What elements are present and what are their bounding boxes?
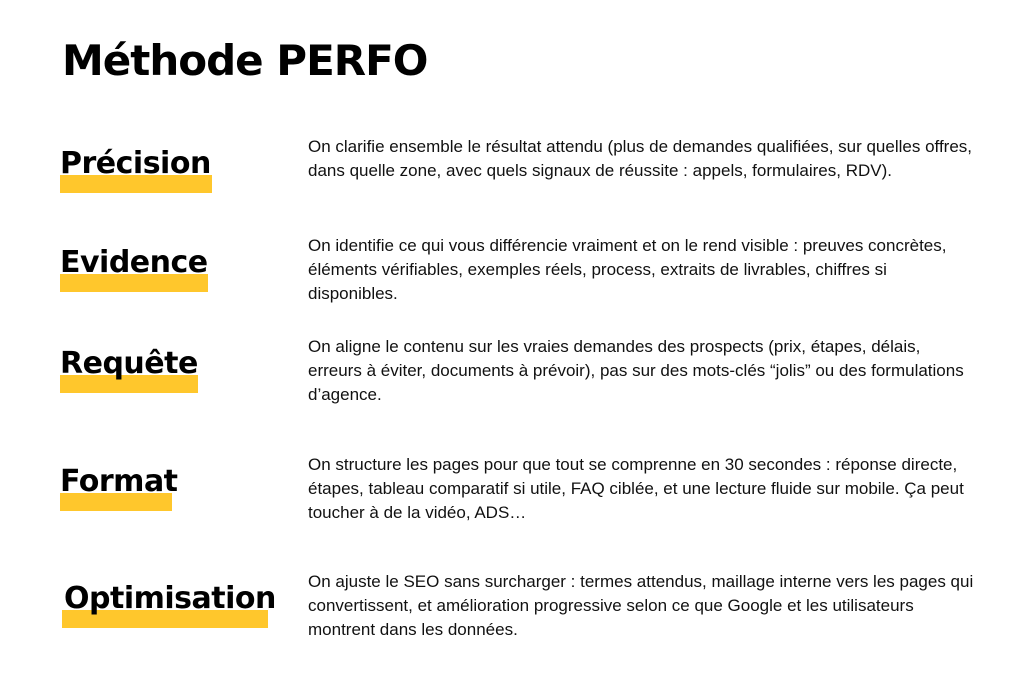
item-label: Format — [60, 464, 178, 499]
item-label-wrap — [60, 464, 178, 499]
page-title: Méthode PERFO — [62, 36, 428, 85]
item-description: On ajuste le SEO sans surcharger : termes attendus, maillage interne vers les pages qui convertissent, et amélioration progressive selon ce que Google et les utilisateurs montrent dans les données. — [308, 572, 974, 639]
item-description: On identifie ce qui vous différencie vraiment et on le rend visible : preuves concrètes, éléments vérifiables, exemples réels, process, extraits de livrables, chiffres si disponibles. — [308, 236, 947, 303]
item-label-wrap — [60, 346, 198, 381]
item-label-wrap — [64, 581, 276, 616]
item-label: Evidence — [60, 245, 208, 280]
item-description: On aligne le contenu sur les vraies demandes des prospects (prix, étapes, délais, erreurs à éviter, documents à prévoir), pas sur des mots-clés “jolis” ou des formulations d’agence. — [308, 337, 964, 404]
item-label-wrap — [60, 146, 211, 181]
item-label: Précision — [60, 146, 211, 181]
item-label: Requête — [60, 346, 198, 381]
item-description: On structure les pages pour que tout se comprenne en 30 secondes : réponse directe, étapes, tableau comparatif si utile, FAQ ciblée, et une lecture fluide sur mobile. Ça peut toucher à de la vidéo, ADS… — [308, 455, 964, 522]
item-description: On clarifie ensemble le résultat attendu (plus de demandes qualifiées, sur quelles offres, dans quelle zone, avec quels signaux de réussite : appels, formulaires, RDV). — [308, 137, 973, 180]
item-label-wrap — [60, 245, 208, 280]
item-label: Optimisation — [64, 581, 276, 616]
